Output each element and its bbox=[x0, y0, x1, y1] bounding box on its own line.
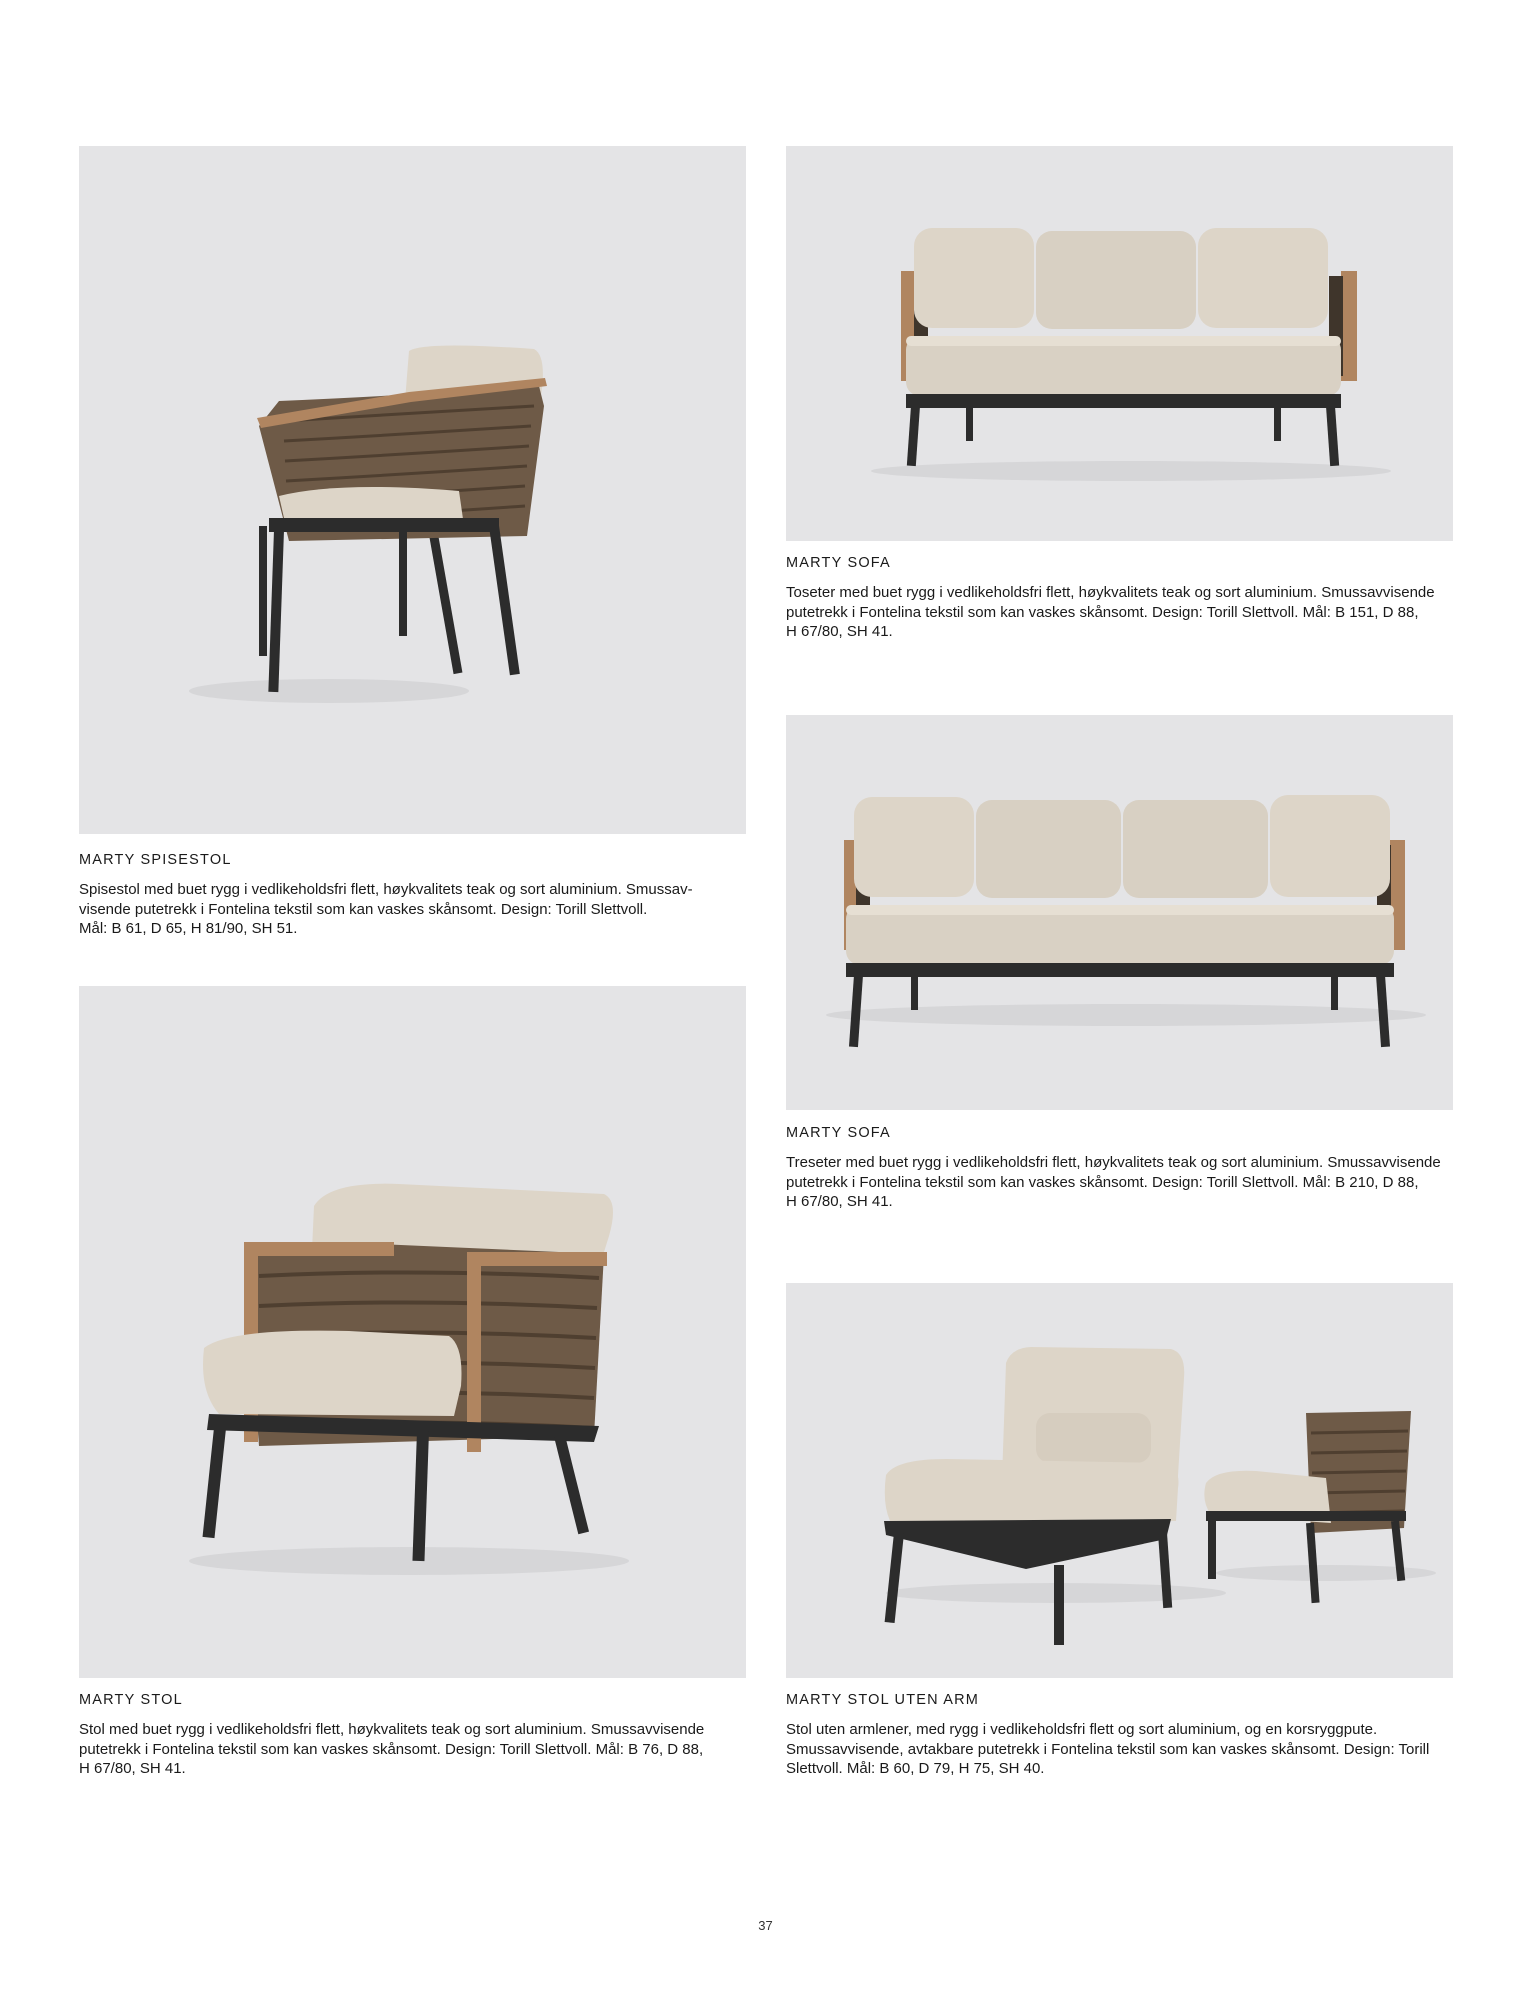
description-line: Stol uten armlener, med rygg i vedlikeholdsfri flett og sort aluminium, og en korsryggpute. bbox=[786, 1721, 1378, 1738]
description-line: H 67/80, SH 41. bbox=[786, 623, 893, 640]
photo-marty-spisestol bbox=[79, 146, 746, 834]
description-line: Stol med buet rygg i vedlikeholdsfri flett, høykvalitets teak og sort aluminium. Smussavvisende bbox=[79, 1721, 705, 1738]
product-title: MARTY SOFA bbox=[786, 555, 891, 571]
description-line: putetrekk i Fontelina tekstil som kan vaskes skånsomt. Design: Torill Slettvoll. Mål: B 151, D 88, bbox=[786, 603, 1419, 621]
product-description bbox=[786, 1720, 1456, 1779]
product-title: MARTY STOL UTEN ARM bbox=[786, 1692, 980, 1708]
description-line: putetrekk i Fontelina tekstil som kan vaskes skånsomt. Design: Torill Slettvoll. Mål: B 210, D 88, bbox=[786, 1173, 1419, 1191]
product-title: MARTY SPISESTOL bbox=[79, 852, 232, 868]
description-line: Toseter med buet rygg i vedlikeholdsfri flett, høykvalitets teak og sort aluminium. Smussavvisende bbox=[786, 584, 1435, 601]
caption-marty-sofa-toseter bbox=[786, 555, 1456, 642]
page-number: 37 bbox=[758, 1918, 773, 1933]
armless-chairs-illustration bbox=[786, 1283, 1453, 1678]
product-title: MARTY STOL bbox=[79, 1692, 183, 1708]
description-line: H 67/80, SH 41. bbox=[79, 1760, 186, 1777]
description-line: H 67/80, SH 41. bbox=[786, 1193, 893, 1210]
photo-marty-stol bbox=[79, 986, 746, 1678]
description-line: Slettvoll. Mål: B 60, D 79, H 75, SH 40. bbox=[786, 1760, 1045, 1777]
photo-marty-sofa-toseter bbox=[786, 146, 1453, 541]
photo-marty-sofa-treseter bbox=[786, 715, 1453, 1110]
caption-marty-spisestol bbox=[79, 852, 749, 939]
description-line: putetrekk i Fontelina tekstil som kan vaskes skånsomt. Design: Torill Slettvoll. Mål: B 76, D 88, bbox=[79, 1740, 704, 1758]
description-line: Spisestol med buet rygg i vedlikeholdsfri flett, høykvalitets teak og sort aluminium. Smussav- bbox=[79, 881, 693, 898]
photo-marty-stol-uten-arm bbox=[786, 1283, 1453, 1678]
product-title: MARTY SOFA bbox=[786, 1125, 891, 1141]
product-description bbox=[786, 583, 1456, 642]
description-line: Smussavvisende, avtakbare putetrekk i Fontelina tekstil som kan vaskes skånsomt. Design: Torill bbox=[786, 1740, 1430, 1758]
description-line: Mål: B 61, D 65, H 81/90, SH 51. bbox=[79, 920, 298, 937]
lounge-chair-illustration bbox=[79, 986, 746, 1678]
caption-marty-stol-uten-arm bbox=[786, 1692, 1456, 1779]
product-description bbox=[79, 1720, 749, 1779]
description-line: visende putetrekk i Fontelina tekstil som kan vaskes skånsomt. Design: Torill Slettvoll. bbox=[79, 900, 648, 918]
caption-marty-sofa-treseter bbox=[786, 1125, 1456, 1212]
description-line: Treseter med buet rygg i vedlikeholdsfri flett, høykvalitets teak og sort aluminium. Smussavvisende bbox=[786, 1154, 1441, 1171]
dining-chair-illustration bbox=[79, 146, 746, 834]
caption-marty-stol bbox=[79, 1692, 749, 1779]
two-seater-sofa-illustration bbox=[786, 146, 1453, 541]
product-description bbox=[79, 880, 749, 939]
product-description bbox=[786, 1153, 1456, 1212]
three-seater-sofa-illustration bbox=[786, 715, 1453, 1110]
